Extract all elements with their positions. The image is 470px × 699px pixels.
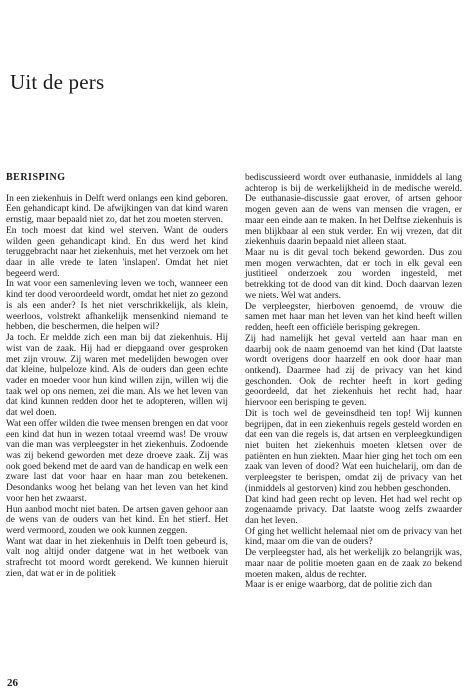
paragraph: De verpleegster had, als het werkelijk zo belangrijk was, maar naar de politie moeten gaan en de zaak zo bekend moeten maken, aldus de rechter. xyxy=(245,548,462,580)
paragraph: Zij had namelijk het geval verteld aan haar man en daarbij ook de naam genoemd van het kind (Dat laatste wordt overigens door haarzelf en ook door haar man ontkend). Daarmee had zij de privacy van het kind geschonden. Ook de rechter heeft in kort geding geoordeeld, dat het ziekenhuis het recht had, haar hiervoor een berisping te geven. xyxy=(245,333,462,409)
right-column xyxy=(245,173,462,591)
page-title: Uit de pers xyxy=(10,70,105,94)
paragraph: In een ziekenhuis in Delft werd onlangs een kind geboren. Een gehandicapt kind. De afwijkingen van dat kind waren ernstig, maar bepaald niet zo, dat het zou moeten sterven. xyxy=(6,193,228,226)
section-heading: BERISPING xyxy=(6,172,66,183)
paragraph: Maar nu is dit geval toch bekend geworden. Dus zou men mogen verwachten, dat er toch in elk geval een justitieel onderzoek zou worden ingesteld, met betrekking tot de dood van dit kind. Doch daarvan lezen we niets. Wel wat anders. xyxy=(245,248,462,301)
paragraph: In wat voor een samenleving leven we toch, wanneer een kind ter dood veroordeeld wordt, omdat het niet zo gezond is als een ander? Is het niet verschrikkelijk, als klein, weerloos, volstrekt afhankelijk mensenkind niemand te hebben, die beschermen, die helpen wil? xyxy=(6,279,228,333)
paragraph: Maar is er enige waarborg, dat de politie zich dan xyxy=(245,580,432,591)
paragraph: bediscussieerd wordt over euthanasie, inmiddels al lang achterop is bij de werkelijkheid in de medische wereld. De euthanasie-discussie gaat erover, of artsen gehoor mogen geven aan de wens van mensen die vragen, er maar een einde aan te maken. In het Delftse ziekenhuis is men blijkbaar al een stuk verder. En wij vrezen, dat dit ziekenhuis daarin bepaald niet alleen staat. xyxy=(245,173,462,248)
left-column xyxy=(6,173,228,580)
paragraph: Of ging het wellicht helemaal niet om de privacy van het kind, maar om die van de ouders? xyxy=(245,526,462,548)
paragraph: Hun aanbod mocht niet baten. De artsen gaven gehoor aan de wens van de ouders van het kind. En het stierf. Het werd vermoord, zouden we ook kunnen zeggen. xyxy=(6,504,228,536)
page-number: 26 xyxy=(7,677,18,689)
paragraph: De verpleegster, hierboven genoemd, de vrouw die samen met haar man het leven van het kind heeft willen redden, heeft een officiële berisping gekregen. xyxy=(245,301,462,334)
paragraph: Wat een offer wilden die twee mensen brengen en dat voor een kind dat hun in wezen totaal vreemd was! De vrouw van die man was verpleegster in het ziekenhuis. Zodoende was zij bekend geworden met deze droeve zaak. Zij was ook goed bekend met de aard van de handicap en welk een zware last dat voor haar en haar man zou betekenen. Desondanks woog het belang van het leven van het kind voor hen het zwaarst. xyxy=(6,418,228,504)
paragraph: Dit is toch wel de geveinsdheid ten top! Wij kunnen begrijpen, dat in een ziekenhuis regels gesteld worden en dat een van die regels is, dat artsen en verpleegkundigen niet buiten het ziekenhuis moeten kletsen over de patiënten en hun ziekten. Maar hier ging het toch om een zaak van leven of dood? Wat een huichelarij, om dan de verpleegster te berispen, omdat zij de privacy van het (inmiddels al gestorven) kind zou hebben geschonden. xyxy=(245,408,462,494)
paragraph: En toch moest dat kind wel sterven. Want de ouders wilden geen gehandicapt kind. En dus werd het kind teruggebracht naar het ziekenhuis, met het verzoek om het daar in alle vrede te laten 'inslapen'. Omdat het niet begeerd werd. xyxy=(6,225,228,279)
paragraph: Ja toch. Er meldde zich een man bij dat ziekenhuis. Hij wist van de zaak. Hij had er diepgaand over gesproken met zijn vrouw. Zij waren met medelijden bewogen over dat kleine, hulpeloze kind. Als de ouders dan geen echte vader en moeder voor hun kind willen zijn, willen wij die taak wel op ons nemen, zei die man. Als we het leven van dat kind kunnen redden door het te adopteren, willen wij dat wel doen. xyxy=(6,333,228,419)
paragraph: Want wat daar in het ziekenhuis in Delft toen gebeurd is, valt nog altijd onder datgene wat in het wetboek van strafrecht tot moord wordt gerekend. We kunnen hieruit zien, dat wat er in de politiek xyxy=(6,536,228,579)
paragraph: Dat kind had geen recht op leven. Het had wel recht op zogenaamde privacy. Dat laatste woog zelfs zwaarder dan het leven. xyxy=(245,494,462,526)
